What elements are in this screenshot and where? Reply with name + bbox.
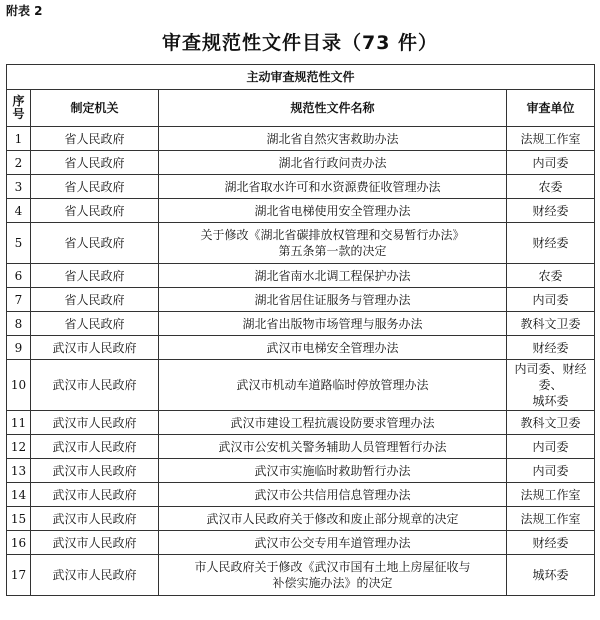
row-doc-name: 湖北省自然灾害救助办法	[159, 127, 507, 151]
row-number: 10	[7, 360, 31, 411]
header-seq-char: 序	[12, 94, 25, 108]
row-doc-name	[159, 555, 507, 596]
row-number: 17	[7, 555, 31, 596]
table-row	[7, 555, 595, 596]
table-row	[7, 411, 595, 435]
document-title: 审查规范性文件目录（73 件）	[161, 32, 439, 54]
table-row	[7, 435, 595, 459]
row-reviewer: 教科文卫委	[507, 312, 595, 336]
row-agency: 省人民政府	[31, 199, 159, 223]
row-reviewer: 农委	[507, 264, 595, 288]
row-agency: 武汉市人民政府	[31, 435, 159, 459]
row-number: 1	[7, 127, 31, 151]
row-doc-name: 武汉市实施临时救助暂行办法	[159, 459, 507, 483]
row-number: 16	[7, 531, 31, 555]
row-reviewer: 财经委	[507, 531, 595, 555]
row-agency: 省人民政府	[31, 312, 159, 336]
row-agency: 武汉市人民政府	[31, 360, 159, 411]
row-reviewer: 财经委	[507, 223, 595, 264]
section-title: 主动审查规范性文件	[7, 65, 595, 90]
row-agency: 武汉市人民政府	[31, 411, 159, 435]
row-reviewer-line: 城环委	[532, 394, 569, 408]
table-row	[7, 288, 595, 312]
row-doc-name: 武汉市机动车道路临时停放管理办法	[159, 360, 507, 411]
row-number: 14	[7, 483, 31, 507]
row-doc-name: 湖北省行政问责办法	[159, 151, 507, 175]
row-agency: 省人民政府	[31, 175, 159, 199]
row-agency: 省人民政府	[31, 264, 159, 288]
table-row	[7, 127, 595, 151]
table-row	[7, 483, 595, 507]
row-reviewer: 农委	[507, 175, 595, 199]
row-number: 5	[7, 223, 31, 264]
row-reviewer: 城环委	[507, 555, 595, 596]
row-doc-name: 湖北省南水北调工程保护办法	[159, 264, 507, 288]
table-row	[7, 264, 595, 288]
table-row	[7, 175, 595, 199]
row-doc-name-line: 市人民政府关于修改《武汉市国有土地上房屋征收与	[194, 560, 471, 574]
header-agency: 制定机关	[31, 90, 159, 127]
table-row	[7, 151, 595, 175]
row-number: 3	[7, 175, 31, 199]
row-doc-name: 武汉市电梯安全管理办法	[159, 336, 507, 360]
row-number: 4	[7, 199, 31, 223]
row-agency: 省人民政府	[31, 288, 159, 312]
table-row	[7, 312, 595, 336]
row-number: 7	[7, 288, 31, 312]
row-agency: 武汉市人民政府	[31, 531, 159, 555]
row-doc-name-line: 补偿实施办法》的决定	[272, 576, 393, 590]
row-agency: 武汉市人民政府	[31, 459, 159, 483]
row-agency: 武汉市人民政府	[31, 507, 159, 531]
row-doc-name: 武汉市公交专用车道管理办法	[159, 531, 507, 555]
row-number: 12	[7, 435, 31, 459]
row-reviewer: 法规工作室	[507, 507, 595, 531]
row-reviewer: 法规工作室	[507, 127, 595, 151]
row-reviewer: 法规工作室	[507, 483, 595, 507]
table-row	[7, 336, 595, 360]
row-doc-name: 武汉市人民政府关于修改和废止部分规章的决定	[159, 507, 507, 531]
row-reviewer: 内司委	[507, 435, 595, 459]
row-agency: 省人民政府	[31, 127, 159, 151]
table-row	[7, 199, 595, 223]
header-seq-text	[7, 95, 30, 121]
row-reviewer: 财经委	[507, 199, 595, 223]
table-row	[7, 223, 595, 264]
row-number: 11	[7, 411, 31, 435]
row-agency: 武汉市人民政府	[31, 555, 159, 596]
row-agency: 武汉市人民政府	[31, 483, 159, 507]
row-doc-name-line: 关于修改《湖北省碳排放权管理和交易暂行办法》	[200, 228, 465, 242]
section-header-row	[7, 65, 595, 90]
catalog-table	[6, 64, 595, 596]
row-doc-name: 湖北省电梯使用安全管理办法	[159, 199, 507, 223]
row-doc-name: 武汉市建设工程抗震设防要求管理办法	[159, 411, 507, 435]
row-reviewer	[507, 360, 595, 411]
row-number: 6	[7, 264, 31, 288]
row-agency: 武汉市人民政府	[31, 336, 159, 360]
table-row	[7, 531, 595, 555]
row-reviewer-line: 内司委、财经委、	[514, 362, 587, 392]
row-doc-name	[159, 223, 507, 264]
row-number: 8	[7, 312, 31, 336]
row-reviewer: 教科文卫委	[507, 411, 595, 435]
row-number: 9	[7, 336, 31, 360]
header-reviewer: 审查单位	[507, 90, 595, 127]
row-doc-name: 湖北省取水许可和水资源费征收管理办法	[159, 175, 507, 199]
row-doc-name: 湖北省出版物市场管理与服务办法	[159, 312, 507, 336]
row-reviewer: 财经委	[507, 336, 595, 360]
row-doc-name: 湖北省居住证服务与管理办法	[159, 288, 507, 312]
row-number: 2	[7, 151, 31, 175]
row-agency: 省人民政府	[31, 223, 159, 264]
row-reviewer: 内司委	[507, 151, 595, 175]
header-seq-char: 号	[12, 107, 25, 121]
row-reviewer: 内司委	[507, 459, 595, 483]
row-number: 15	[7, 507, 31, 531]
row-agency: 省人民政府	[31, 151, 159, 175]
row-number: 13	[7, 459, 31, 483]
table-row	[7, 360, 595, 411]
row-doc-name-line: 第五条第一款的决定	[278, 244, 387, 258]
attachment-label: 附表 2	[6, 4, 43, 18]
header-seq	[7, 90, 31, 127]
row-doc-name: 武汉市公安机关警务辅助人员管理暂行办法	[159, 435, 507, 459]
table-row	[7, 507, 595, 531]
row-doc-name: 武汉市公共信用信息管理办法	[159, 483, 507, 507]
header-doc-name: 规范性文件名称	[159, 90, 507, 127]
table-row	[7, 459, 595, 483]
column-header-row	[7, 90, 595, 127]
row-reviewer: 内司委	[507, 288, 595, 312]
